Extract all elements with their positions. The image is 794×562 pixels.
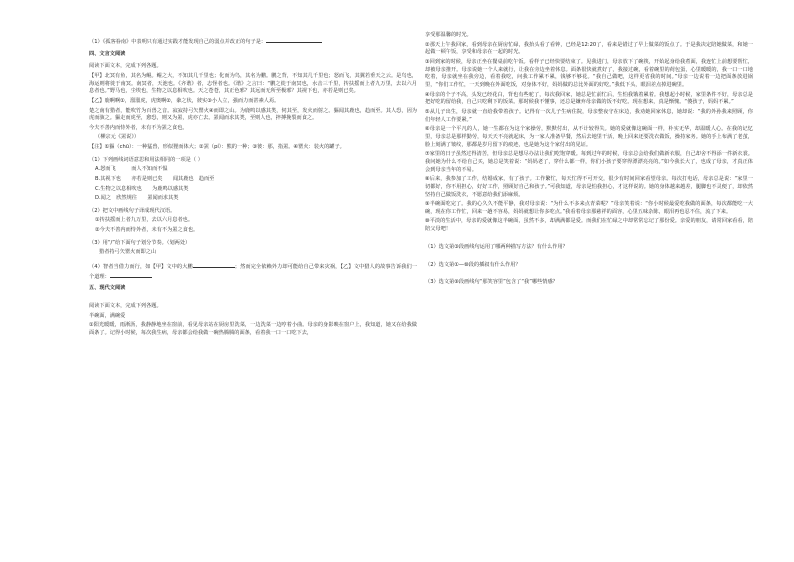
right-column-paragraph — [425, 279, 753, 287]
left-column-paragraph — [89, 249, 417, 257]
right-column-paragraph — [425, 92, 753, 107]
right-column-paragraph — [425, 59, 753, 90]
paragraph-tail-text: ；然而完全依赖外力却可能给自己带来灾祸，【乙】文中猎人的故事告诉我们一个道理： — [89, 264, 417, 280]
paragraph-text: ⑨半碗面吃完了。我的心久久不能平静，我对母亲说：“为什么不多来点青菜呢？”母亲笑着说：“你小时候最爱吃我做的面条，每次都能吃一大碗，现在你工作忙，回来一趟不容易，妈妈就想让你多吃点。”我看着母亲那慈祥的面容，心里五味杂陈，眼泪再也忍不住，流了下来。 — [425, 201, 753, 215]
paragraph-text: （3）用“/”给下面句子划分节奏。（划两处） — [89, 239, 191, 246]
left-column-paragraph — [89, 134, 417, 142]
paragraph-text: ①抟扶摇而上者九万里，去以六月息者也。 — [95, 217, 194, 224]
left-column-paragraph — [89, 51, 417, 59]
paragraph-text: （2）选文第①—⑩段的插叙有什么作用？ — [425, 261, 521, 268]
paragraph-text: ⑧后来，我参加了工作，结婚成家，有了孩子。工作繁忙，每天忙得不可开交，很少有时间回家看望母亲。每次打电话，母亲总是说：“家里一切都好，你不用担心，好好工作，照顾好自己和孩子。”可我知道，母亲是怕我担心，才这样说的。她的身体越来越差，腿脚也不灵便了，却依然坚持自己做饭洗衣，不愿意给我们添麻烦。 — [425, 176, 753, 198]
paragraph-text: 【乙】鹿啊啊①，溜溜虎，虎奥啊②，豢之状，彼实③小人立，强而力而甚素人焉。 — [89, 98, 280, 104]
paragraph-text: （柳宗元《罴说》） — [95, 134, 140, 141]
paragraph-text: （4）智者当借力而行，如【甲】文中的大鹏 — [89, 264, 193, 271]
left-column-paragraph — [89, 63, 417, 71]
left-column-paragraph — [89, 176, 417, 184]
paragraph-text: （3）选文第⑨段画线句“那笑容里”包含了“我”哪些情感？ — [425, 279, 558, 286]
left-column-paragraph — [89, 125, 417, 133]
left-column-paragraph — [89, 157, 417, 165]
paragraph-text: ②那天上午我回家，看到母亲在厨房忙碌，我抬头看了看钟，已经是12:20了，看来是错过了早上做菜的饭点了。于是我决定陪她做菜，和她一起做一顿午饭，享受和母亲在一起的时光。 — [425, 41, 753, 56]
left-column-paragraph — [89, 313, 417, 321]
left-column-paragraph — [89, 186, 417, 194]
paragraph-text: ⑥母亲是一个平凡的人，她一生都在为这个家操劳，默默付出，从不计较得失。她的爱就像这碗面一样，朴实无华，却温暖人心。在我的记忆里，母亲总是那样勤劳，每天天不亮就起床，为一家人准备早餐，然后去地里干活，晚上回来还要洗衣做饭，操持家务。她的手上布满了老茧，脸上刻满了皱纹，那都是岁月留下的痕迹，也是她为这个家付出的见证。 — [425, 126, 753, 148]
paragraph-text: 今夫不善内而恃外者，未有不为罴之食也。 — [89, 124, 188, 131]
paragraph-text: ⑦家里的日子虽然过得清苦，但母亲总是想尽办法让我们吃饱穿暖。每到过年的时候，母亲总会给我们做新衣服，自己却舍不得添一件新衣裳。我问她为什么不给自己买，她总是笑着说：“妈妈老了，穿什么都一样，你们小孩子要穿得漂漂亮亮的。”如今我长大了，也成了母亲，才真正体会到母亲当年的不易。 — [425, 151, 753, 173]
left-column-paragraph — [89, 144, 417, 152]
right-column-paragraph — [425, 109, 753, 124]
paragraph-text: D.闻之 欣然规往 罴闻而求其类 — [95, 195, 179, 202]
paragraph-text: 半碗面，满碗爱 — [89, 312, 126, 319]
paragraph-text: ④母亲的个子不高，头发已经花白，背也有些驼了，每次我回家，她总是忙前忙后，生怕我饿着累着。我想起小时候，家里条件不好，母亲总是把好吃的留给我，自己只吃剩下的饭菜。那时候我不懂事，还总是嫌弃母亲做的饭不好吃。现在想来，真是惭愧。“傻孩子，妈妈不累。” — [425, 91, 753, 106]
left-column-paragraph — [89, 166, 417, 174]
left-column-paragraph — [89, 208, 417, 216]
paragraph-text: A.怒而飞 而人不知而不愠 — [95, 166, 168, 173]
left-column-paragraph — [89, 195, 417, 203]
right-column-paragraph — [425, 151, 753, 174]
left-column-paragraph — [89, 37, 417, 47]
right-column-paragraph — [425, 201, 753, 216]
right-column-paragraph — [425, 32, 753, 40]
left-column-paragraph — [89, 322, 417, 337]
right-column-paragraph — [425, 244, 753, 252]
paragraph-text: ⑩平淡的生活中，母亲的爱就像这半碗面，虽然不多，却满满都是爱。而我们在忙碌之中却常常忘记了那份爱。亲爱的朋友，请常回家看看，陪陪父母吧！ — [425, 218, 753, 233]
answer-blank[interactable] — [266, 37, 322, 43]
left-column-paragraph — [89, 108, 417, 123]
paragraph-text: ①阳光暖暖，雨淅沥，我静静地坐在窗前，看见母亲站在厨房里洗菜，一边洗菜一边哼着小曲。母亲的身影映在窗户上，我知道，她又在给我做面条了。记得小时候，每次我生病，母亲都会给我做一碗热腾腾的面条，看着我一口一口吃下去， — [89, 322, 417, 337]
left-column-paragraph — [89, 285, 417, 293]
left-column-paragraph — [89, 73, 417, 96]
left-column-paragraph — [89, 217, 417, 225]
left-column-paragraph — [89, 262, 417, 281]
right-column-paragraph — [425, 218, 753, 233]
left-column-paragraph — [89, 303, 417, 311]
paragraph-text: 猎者持弓矢罂火而即之山 — [99, 249, 157, 256]
paragraph-text: 享受那温馨的时光。 — [425, 32, 472, 38]
paragraph-text: 阅读下面文本，完成下列各题。 — [89, 303, 162, 310]
right-column-paragraph — [425, 176, 753, 199]
paragraph-text: ③回到家的时候，母亲正坐在餐桌前吃午饭。看样子已经快要结束了。见我进门，母亲放下了碗筷，开始起身给我煮面，我连忙上前想要帮忙，却被母亲推开。母亲说她一个人来就行，让我在旁边坐着休息。面条很快就煮好了，我接过碗，看着碗里的荷包蛋，心里暖暖的，我一口一口地吃着，母亲就坐在我旁边，看着我吃，问我工作累不累，钱够不够花。“我自己做吧，这样更省我的时间。”母亲一边说着一边把面条放进锅里，“你们工作忙，一天到晚在外面吃饭，对身体不好，妈妈做的总比外面的好吃。”我低下头，眼泪差点掉进碗里。 — [425, 58, 753, 88]
paragraph-text: （2）把文中画线句子译成现代汉语。 — [89, 207, 176, 214]
paragraph-text: 楚之南有猎者，能吹竹为百兽之音。寂寂持弓矢罂火④而即之山。为鹿鸣以感其类，伺其至，发火而射之。貙闻其鹿也，趋而至。其人恐，因为虎而骇之。貙走而虎至，愈恐，则又为罴，虎亦亡去。罴闻而求其类，至则人也，捽搏挽裂而食之。 — [89, 107, 417, 122]
paragraph-text: 阅读下面文本，完成下列各题。 — [89, 63, 162, 70]
left-column — [89, 32, 417, 340]
left-column-paragraph — [89, 98, 417, 106]
answer-blank[interactable] — [110, 272, 152, 278]
paragraph-text: C.生物之以息相吹也 为鹿鸣以感其类 — [95, 185, 189, 192]
paragraph-text: 五、现代文阅读 — [89, 285, 126, 292]
right-column-paragraph — [425, 126, 753, 149]
left-column-paragraph — [89, 240, 417, 248]
paragraph-text: （1）选文第③段画线句运用了哪两种描写方法？有什么作用？ — [425, 243, 568, 250]
paragraph-text: （1）下列画线词语意思和用法相同的一项是（ ） — [89, 156, 203, 163]
paragraph-text: 【注】①貙（chū）：一种猛兽，形似狸而体大；②罴（pí）：熊的一种；③彼：那，指罴。④罂火：装火的罐子。 — [89, 144, 345, 151]
paragraph-text: 【甲】北冥有鱼，其名为鲲。鲲之大，不知其几千里也；化而为鸟，其名为鹏。鹏之背，不知其几千里也；怒而飞，其翼若垂天之云。是鸟也，海运则将徙于南冥。南冥者，天池也。《齐谐》者，志怪者也。《谐》之言曰：“鹏之徙于南冥也，水击三千里，抟扶摇而上者九万里，去以六月息者也。”野马也，尘埃也，生物之以息相吹也。天之苍苍，其正色邪？其远而无所至极邪？其视下也，亦若是则已矣。 — [89, 73, 417, 95]
paragraph-text: ⑤从儿子出生，母亲就一直给我带着孩子。记得有一次儿子生病住院，母亲整夜守在床边，我劝她回家休息，她却说：“我的外孙我来照顾，你们年轻人工作要紧。” — [425, 108, 753, 123]
left-column-paragraph — [89, 227, 417, 235]
paragraph-text: （1）《孤客眷南》中表明只有通过实践才能发现自己的弱点并改正的句子是： — [89, 39, 267, 45]
paragraph-text: 四、文言文阅读 — [89, 50, 126, 57]
right-column-paragraph — [425, 262, 753, 270]
right-column — [425, 32, 753, 289]
paragraph-text: B.其视下也 亦若是则已矣 闻其鹿也 趋而至 — [95, 175, 215, 182]
paragraph-text: ②今夫不善内而恃外者，未有不为罴之食也。 — [95, 227, 199, 234]
answer-blank[interactable] — [193, 262, 235, 268]
right-column-paragraph — [425, 42, 753, 57]
